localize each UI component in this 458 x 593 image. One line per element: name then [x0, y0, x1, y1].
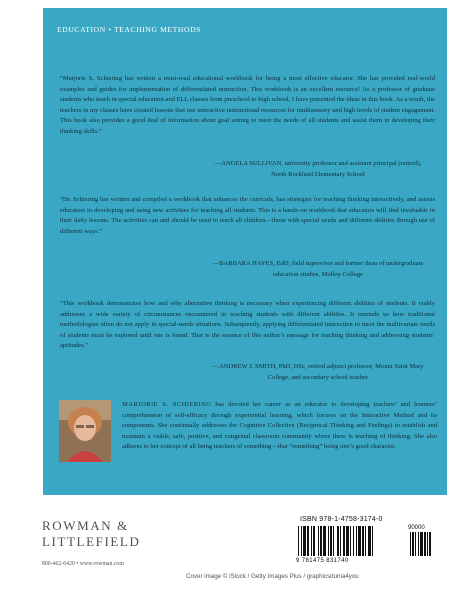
publisher-logo — [42, 518, 140, 550]
endorsement-attribution-2: —BARBARA HAYES, EdD, field supervisor and former dean of undergraduate education studies, Molloy College — [212, 260, 424, 278]
endorsement-attribution-3: —ANDREW J. SMITH, PhD, DSc, retired adjunct professor, Mount Saint Mary College, and secondary school teacher — [212, 363, 424, 381]
author-photo — [59, 400, 111, 462]
publisher-logo-line2: LITTLEFIELD — [42, 534, 141, 549]
cover-image-credit: Cover image © iStock / Getty Images Plus / graphicsdunia4you — [186, 573, 359, 580]
cover-panel — [43, 8, 447, 495]
author-bio — [122, 400, 437, 453]
barcode-bars — [298, 526, 438, 558]
publisher-contact: 800-462-6420 • www.rowman.com — [42, 561, 124, 567]
isbn-label: ISBN 978-1-4758-3174-0 — [300, 516, 383, 523]
isbn-barcode — [296, 516, 444, 570]
endorsement-quote-2: “Dr. Schiering has written and compiled a workbook that enhances the curricula, has strategies for teaching thinking interactively, and assists educators in developing and using new activities for teaching all students. This is a hands-on workbook that educators will find invaluable in their daily lessons. The activities can and should be used to teach all children—those with special needs and different abilities through use of different ways.” — [60, 196, 435, 235]
endorsement-quote-3: “This workbook demonstrates how and why alternative thinking is necessary when experiencing different abilities of students. It viably addresses a wide variety of circumstances encountered in teaching students with different abilities. It reminds us how traditional methodologies often do not apply in special-needs situations. Subsequently, applying differentiated instruction to meet the multivariate needs of students must be explored until one is found. That is the essence of this author’s message for teaching thinking and addressing students’ aptitudes.” — [60, 300, 435, 350]
author-bio-text: has devoted her career as an educator to developing teachers’ and learners’ comprehension of self-efficacy through experiential learning, which focuses on the Interactive Method and its components. She continually addresses the Cognitive Collective (Reciprocal Thinking and Feelings) to establish and maintain a viable, safe, positive, and congenial classroom community where there is teaching of thinking. She also adheres to her concept of all being teachers of something—that “something” being one’s good character. — [122, 401, 437, 451]
barcode-digits: 9 781475 831740 — [296, 558, 349, 564]
endorsement-quote-1: “Marjorie S. Schiering has written a must-read educational workbook for being a most effective educator. She has provided real-world examples and guides for implementation of differentiated instruction. This workbook is an excellent resource! As a professor of graduate students who teach in special education and ELL classes from preschool to high school, I have presented the ideas in this book. As a result, the teachers in my classes have created lessons that use interactive instructional resources for multisensory and high levels of student engagement. This book also provides a good deal of information about goal setting to meet the needs of all students and assist them in developing their thinking skills.” — [60, 75, 435, 135]
endorsement-attribution-1: —ANGELA SULLIVAN, university professor and assistant principal (retired), North Rockland Elementary School — [214, 160, 422, 178]
author-name: MARJORIE S. SCHIERING — [122, 401, 212, 408]
publisher-logo-line1: ROWMAN & — [42, 518, 129, 533]
category-label: EDUCATION • TEACHING METHODS — [57, 25, 201, 34]
price-code: 90000 — [408, 525, 425, 531]
